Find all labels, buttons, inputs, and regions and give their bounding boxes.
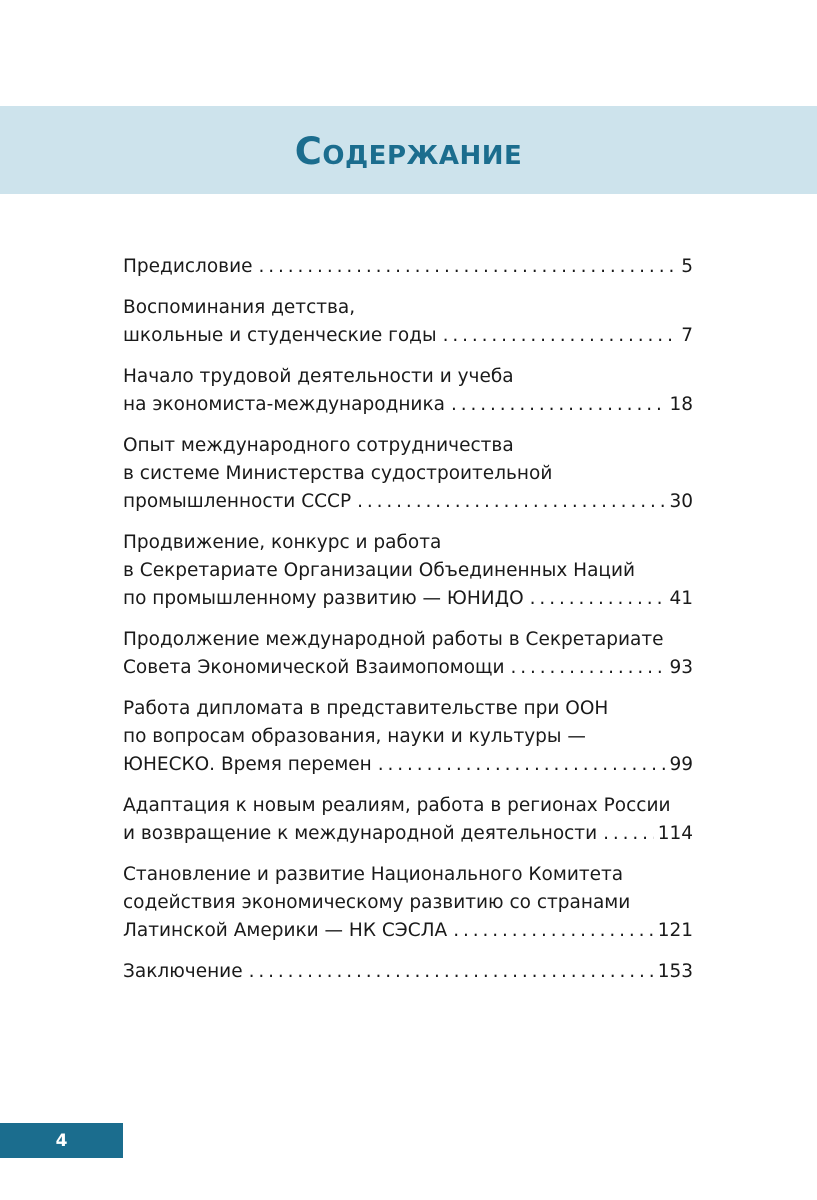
- toc-entry-title-line: школьные и студенческие годы: [123, 325, 437, 346]
- toc-entry-title-line: Совета Экономической Взаимопомощи: [123, 657, 505, 678]
- toc-entry[interactable]: [123, 363, 693, 419]
- toc-entry[interactable]: [123, 695, 693, 779]
- dot-leader: [453, 917, 654, 945]
- toc-entry-last-line: [123, 654, 693, 682]
- toc-entry-title-line: промышленности СССР: [123, 491, 352, 512]
- page-title: Содержание: [294, 129, 523, 173]
- toc-entry-title-line: по промышленному развитию — ЮНИДО: [123, 588, 524, 609]
- toc-entry-title-line: Становление и развитие Национального Комитета: [123, 864, 624, 885]
- toc-page-number: 18: [669, 394, 693, 415]
- toc-entry[interactable]: [123, 792, 693, 848]
- toc-entry-title-line: по вопросам образования, науки и культуры —: [123, 726, 586, 747]
- toc-entry-title-line: и возвращение к международной деятельности: [123, 823, 598, 844]
- toc-entry-last-line: [123, 751, 693, 779]
- toc-page-number: 121: [657, 920, 693, 941]
- dot-leader: [258, 253, 677, 281]
- dot-leader: [603, 820, 654, 848]
- table-of-contents: [123, 253, 693, 999]
- toc-entry-title-line: Работа дипломата в представительстве при ООН: [123, 698, 609, 719]
- toc-entry-last-line: [123, 820, 693, 848]
- toc-page-number: 41: [669, 588, 693, 609]
- toc-entry-title-line: на экономиста-международника: [123, 394, 445, 415]
- toc-page-number: 5: [681, 256, 693, 277]
- toc-entry-title-line: Предисловие: [123, 256, 253, 277]
- toc-entry[interactable]: [123, 861, 693, 945]
- toc-entry-title-line: в Секретариате Организации Объединенных Наций: [123, 560, 636, 581]
- toc-entry[interactable]: [123, 432, 693, 516]
- toc-page-number: 114: [657, 823, 693, 844]
- toc-entry-title-line: Опыт международного сотрудничества: [123, 435, 514, 456]
- dot-leader: [249, 958, 654, 986]
- dot-leader: [451, 391, 665, 419]
- toc-entry-last-line: [123, 917, 693, 945]
- toc-entry-last-line: [123, 253, 693, 281]
- toc-entry-title-line: содействия экономическому развитию со странами: [123, 892, 631, 913]
- toc-entry-title-line: Продолжение международной работы в Секретариате: [123, 629, 664, 650]
- page-number-tab: [0, 1123, 123, 1158]
- dot-leader: [378, 751, 666, 779]
- title-band: [0, 106, 817, 194]
- toc-entry-title-line: ЮНЕСКО. Время перемен: [123, 754, 372, 775]
- toc-entry-title-line: в системе Министерства судостроительной: [123, 463, 553, 484]
- toc-entry[interactable]: [123, 294, 693, 350]
- toc-entry[interactable]: [123, 958, 693, 986]
- toc-entry[interactable]: [123, 529, 693, 613]
- dot-leader: [530, 585, 666, 613]
- toc-page-number: 30: [669, 491, 693, 512]
- toc-entry-title-line: Воспоминания детства,: [123, 297, 356, 318]
- toc-entry[interactable]: [123, 626, 693, 682]
- toc-page-number: 153: [657, 961, 693, 982]
- toc-entry-last-line: [123, 322, 693, 350]
- toc-entry-title-line: Продвижение, конкурс и работа: [123, 532, 442, 553]
- toc-entry-last-line: [123, 391, 693, 419]
- toc-entry-title-line: Начало трудовой деятельности и учеба: [123, 366, 514, 387]
- dot-leader: [511, 654, 666, 682]
- toc-entry-title-line: Заключение: [123, 961, 243, 982]
- dot-leader: [443, 322, 678, 350]
- toc-entry-last-line: [123, 585, 693, 613]
- toc-entry-last-line: [123, 488, 693, 516]
- toc-page-number: 99: [669, 754, 693, 775]
- toc-entry-title-line: Латинской Америки — НК СЭСЛА: [123, 920, 448, 941]
- toc-page-number: 93: [669, 657, 693, 678]
- toc-page-number: 7: [681, 325, 693, 346]
- toc-entry[interactable]: [123, 253, 693, 281]
- toc-entry-title-line: Адаптация к новым реалиям, работа в регионах России: [123, 795, 671, 816]
- dot-leader: [357, 488, 665, 516]
- toc-entry-last-line: [123, 958, 693, 986]
- page-number: 4: [55, 1130, 68, 1151]
